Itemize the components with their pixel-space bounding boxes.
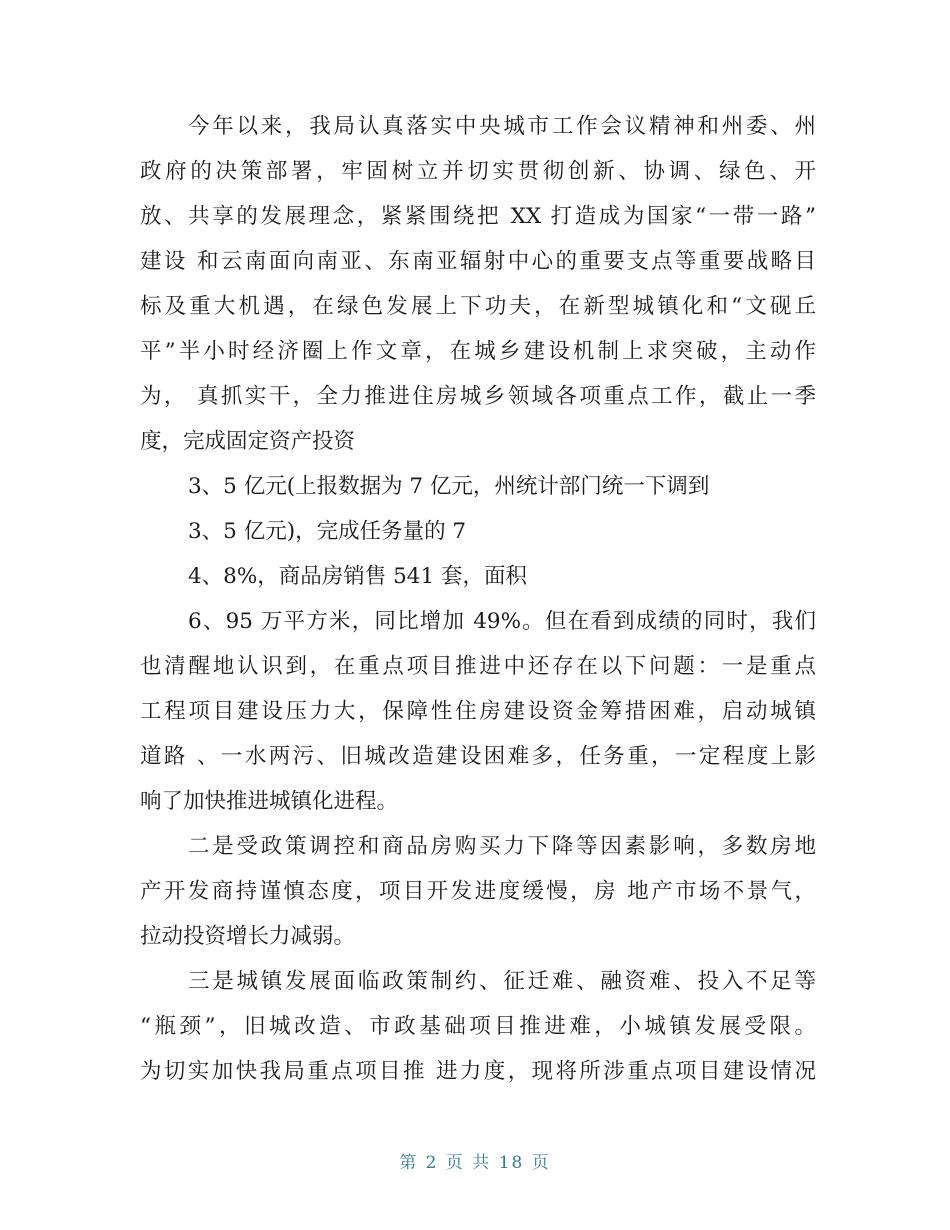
text-line: 3、5 亿元(上报数据为 7 亿元，州统计部门统一下调到 (188, 474, 710, 499)
text-line: 道路 、一水两污、旧城改造建设困难多，任务重，一定程度上影 (140, 744, 816, 769)
text-line: 放、共享的发展理念，紧紧围绕把 XX 打造成为国家“一带一路” (140, 204, 816, 229)
text-line: 二是受政策调控和商品房购买力下降等因素影响，多数房地 (188, 834, 816, 859)
text-line: 3、5 亿元)，完成任务量的 7 (188, 519, 467, 544)
text-line: 政府的决策部署，牢固树立并切实贯彻创新、协调、绿色、开 (140, 159, 816, 184)
body-text (140, 104, 816, 1094)
text-line: 平”半小时经济圈上作文章，在城乡建设机制上求突破，主动作 (140, 339, 816, 364)
text-line: 建设 和云南面向南亚、东南亚辐射中心的重要支点等重要战略目 (140, 249, 816, 274)
text-line: 工程项目建设压力大，保障性住房建设资金筹措困难，启动城镇 (140, 699, 816, 724)
text-line: 三是城镇发展面临政策制约、征迁难、融资难、投入不足等 (188, 969, 816, 994)
page-number-footer: 第 2 页 共 18 页 (399, 1153, 551, 1173)
text-line: 标及重大机遇，在绿色发展上下功夫，在新型城镇化和“文砚丘 (140, 294, 816, 319)
text-line: 今年以来，我局认真落实中央城市工作会议精神和州委、州 (188, 114, 816, 139)
text-line: 为切实加快我局重点项目推 进力度，现将所涉重点项目建设情况 (140, 1059, 816, 1084)
text-line: 度，完成固定资产投资 (140, 429, 356, 454)
text-line: 为， 真抓实干，全力推进住房城乡领域各项重点工作，截止一季 (140, 384, 816, 409)
text-line: 产开发商持谨慎态度，项目开发进度缓慢，房 地产市场不景气， (140, 879, 816, 904)
text-line: “瓶颈”，旧城改造、市政基础项目推进难，小城镇发展受限。 (140, 1014, 816, 1039)
text-line: 拉动投资增长力减弱。 (140, 924, 356, 949)
text-line: 4、8%，商品房销售 541 套，面积 (188, 564, 527, 589)
text-line: 响了加快推进城镇化进程。 (140, 789, 399, 814)
text-line: 6、95 万平方米，同比增加 49%。但在看到成绩的同时，我们 (188, 609, 816, 634)
text-line: 也清醒地认识到，在重点项目推进中还存在以下问题：一是重点 (140, 654, 816, 679)
